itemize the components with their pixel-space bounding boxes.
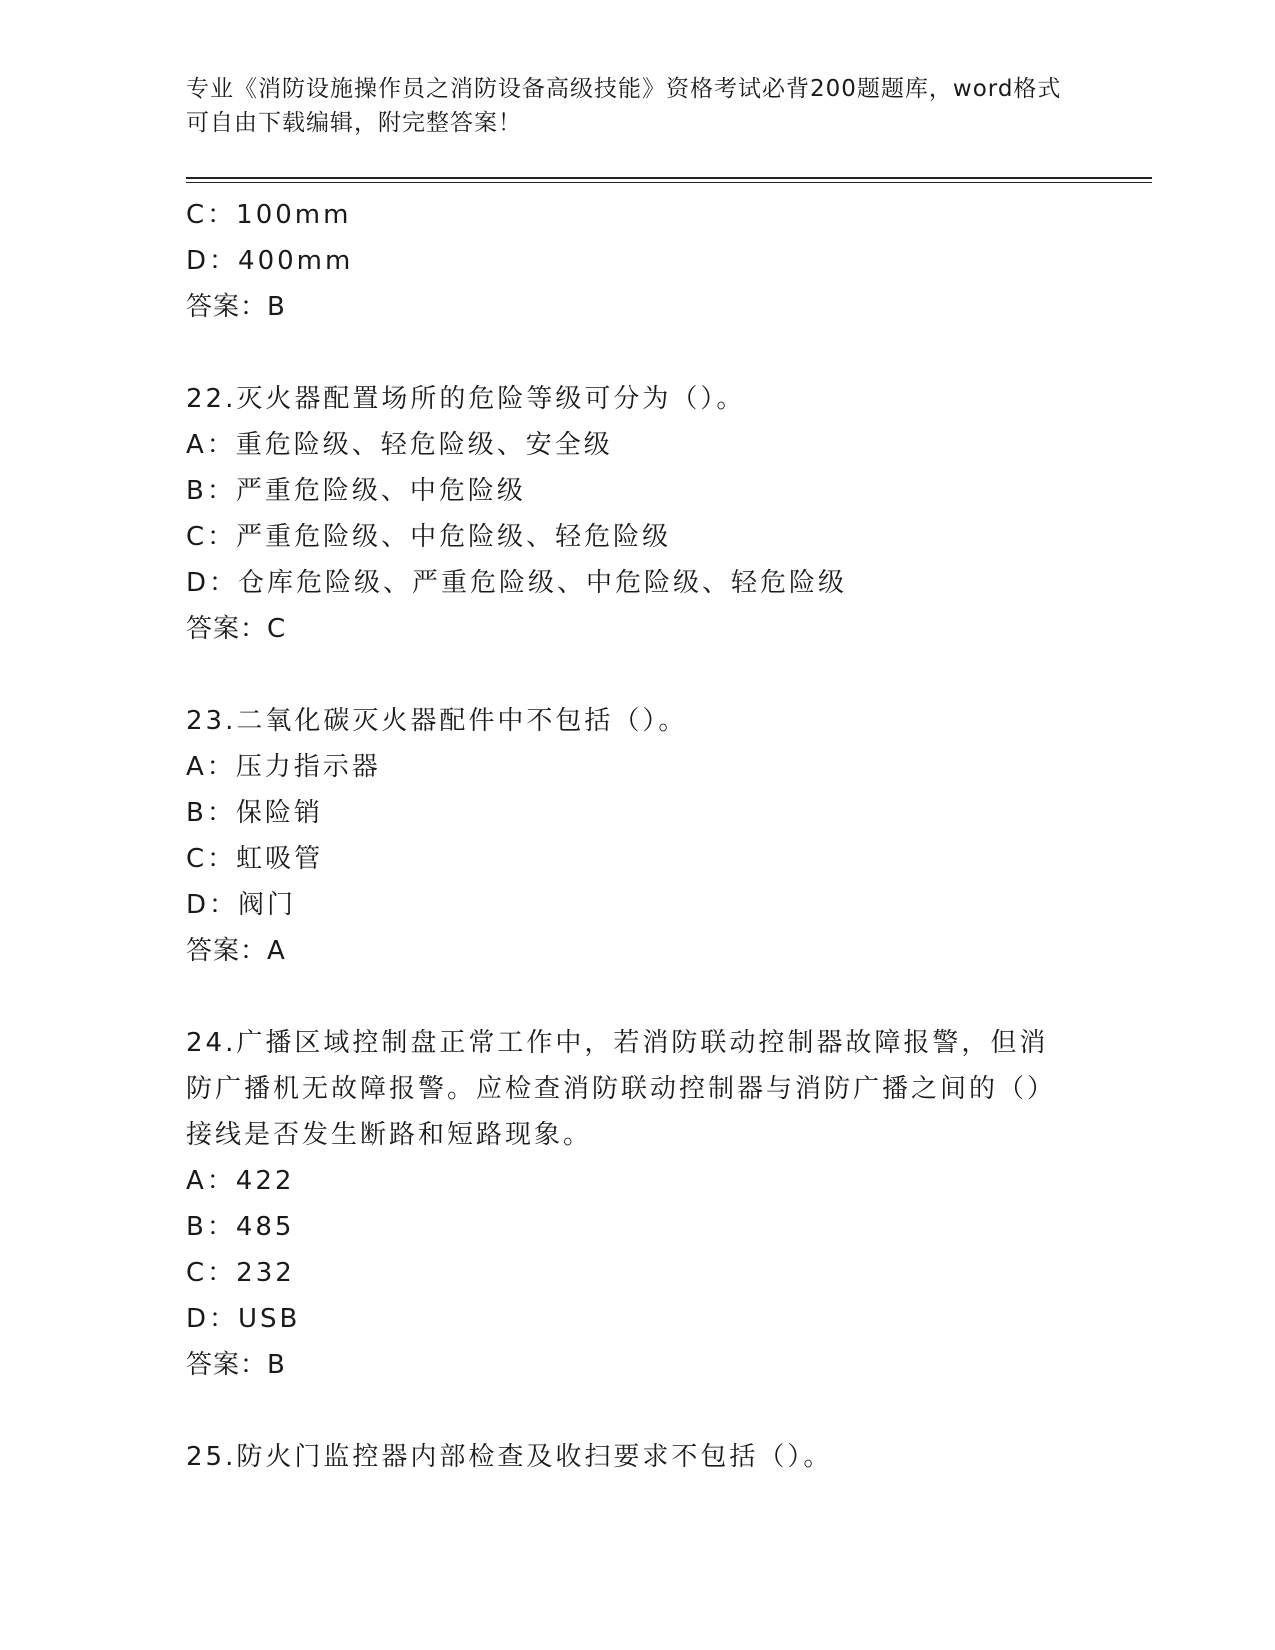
answer-line: 答案：B: [186, 292, 286, 322]
spacer: [186, 1388, 1086, 1434]
spacer: [186, 652, 1086, 698]
question-22-option-b: B：严重危险级、中危险级: [186, 476, 526, 506]
question-22-option-c: C：严重危险级、中危险级、轻危险级: [186, 522, 672, 552]
option-d: D：400mm: [186, 246, 354, 276]
question-24-option-a: A：422: [186, 1166, 295, 1196]
question-23-answer: 答案：A: [186, 936, 286, 966]
question-23-text: 23.二氧化碳灭火器配件中不包括（）。: [186, 706, 688, 736]
question-24-text: 24.广播区域控制盘正常工作中，若消防联动控制器故障报警，但消防广播机无故障报警。应检查消防联动控制器与消防广播之间的（）接线是否发生断路和短路现象。: [186, 1028, 1057, 1150]
header-rule-thin: [186, 182, 1152, 183]
header-rule-thick: [186, 177, 1152, 179]
question-22-option-a: A：重危险级、轻危险级、安全级: [186, 430, 613, 460]
question-25-text: 25.防火门监控器内部检查及收扫要求不包括（）。: [186, 1442, 833, 1472]
question-24-option-b: B：485: [186, 1212, 295, 1242]
question-23-option-a: A：压力指示器: [186, 752, 381, 782]
document-header: 专业《消防设施操作员之消防设备高级技能》资格考试必背200题题库，word格式可自由下载编辑，附完整答案！: [186, 76, 1062, 136]
question-22-answer: 答案：C: [186, 614, 287, 644]
question-22-text: 22.灭火器配置场所的危险等级可分为（）。: [186, 384, 746, 414]
question-23-option-b: B：保险销: [186, 798, 323, 828]
question-24-option-d: D：USB: [186, 1304, 301, 1334]
spacer: [186, 330, 1086, 376]
question-23-option-d: D：阀门: [186, 890, 297, 920]
question-content: [186, 192, 1086, 1480]
question-23-option-c: C：虹吸管: [186, 844, 324, 874]
spacer: [186, 974, 1086, 1020]
question-22-option-d: D：仓库危险级、严重危险级、中危险级、轻危险级: [186, 568, 848, 598]
option-c: C：100mm: [186, 200, 352, 230]
question-24-option-c: C：232: [186, 1258, 295, 1288]
question-24-answer: 答案：B: [186, 1350, 286, 1380]
